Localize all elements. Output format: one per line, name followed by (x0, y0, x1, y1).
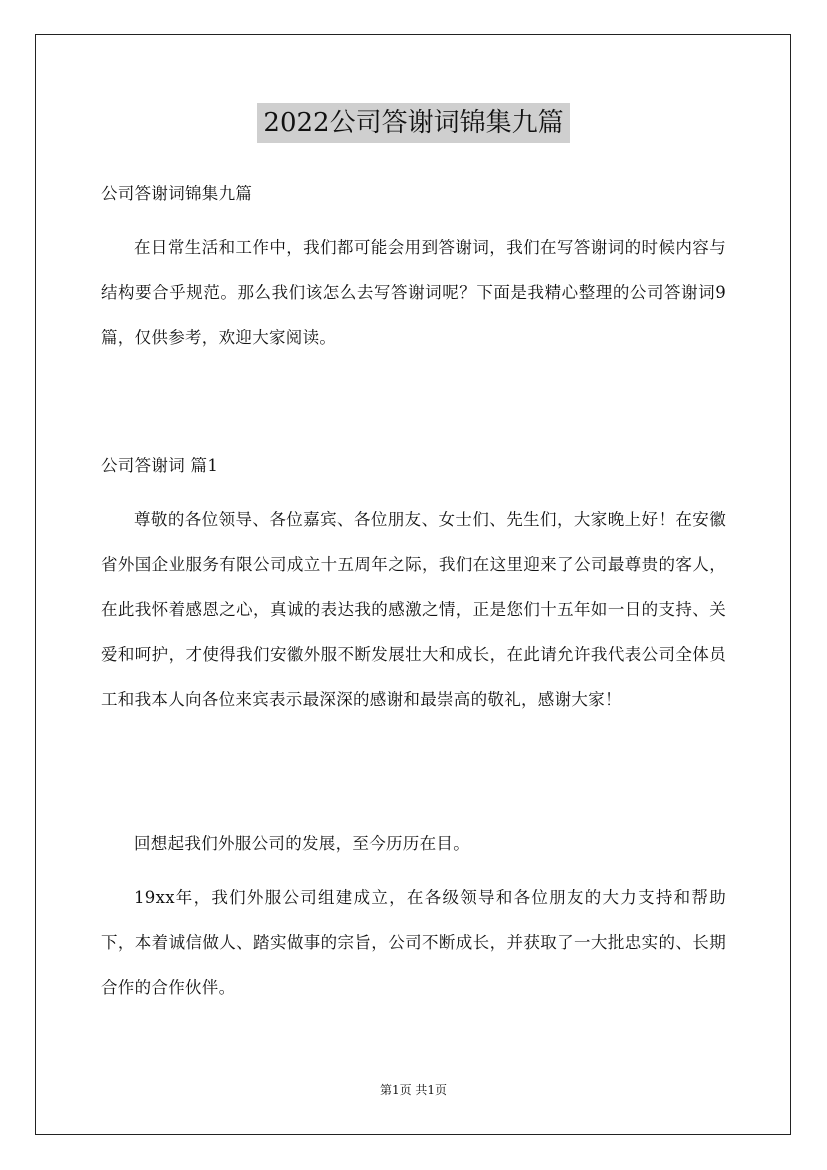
document-subtitle: 公司答谢词锦集九篇 (101, 184, 253, 203)
document-title: 2022公司答谢词锦集九篇 (257, 103, 569, 143)
page-footer: 第1页 共1页 (379, 1083, 448, 1097)
document-title-wrapper (0, 103, 827, 143)
body-paragraph-2: 回想起我们外服公司的发展，至今历历在目。 (134, 834, 470, 853)
intro-paragraph: 在日常生活和工作中，我们都可能会用到答谢词，我们在写答谢词的时候内容与结构要合乎规范。那么我们该怎么去写答谢词呢？下面是我精心整理的公司答谢词9篇，仅供参考，欢迎大家阅读。 (101, 238, 726, 347)
body-paragraph-1: 尊敬的各位领导、各位嘉宾、各位朋友、女士们、先生们，大家晚上好！在安徽省外国企业服务有限公司成立十五周年之际，我们在这里迎来了公司最尊贵的客人，在此我怀着感恩之心，真诚的表达我的感激之情，正是您们十五年如一日的支持、关爱和呵护，才使得我们安徽外服不断发展壮大和成长，在此请允许我代表公司全体员工和我本人向各位来宾表示最深深的感谢和最崇高的敬礼，感谢大家！ (101, 510, 726, 709)
section-heading: 公司答谢词 篇1 (101, 456, 219, 475)
body-paragraph-3: 19xx年，我们外服公司组建成立，在各级领导和各位朋友的大力支持和帮助下，本着诚信做人、踏实做事的宗旨，公司不断成长，并获取了一大批忠实的、长期合作的合作伙伴。 (101, 888, 726, 997)
